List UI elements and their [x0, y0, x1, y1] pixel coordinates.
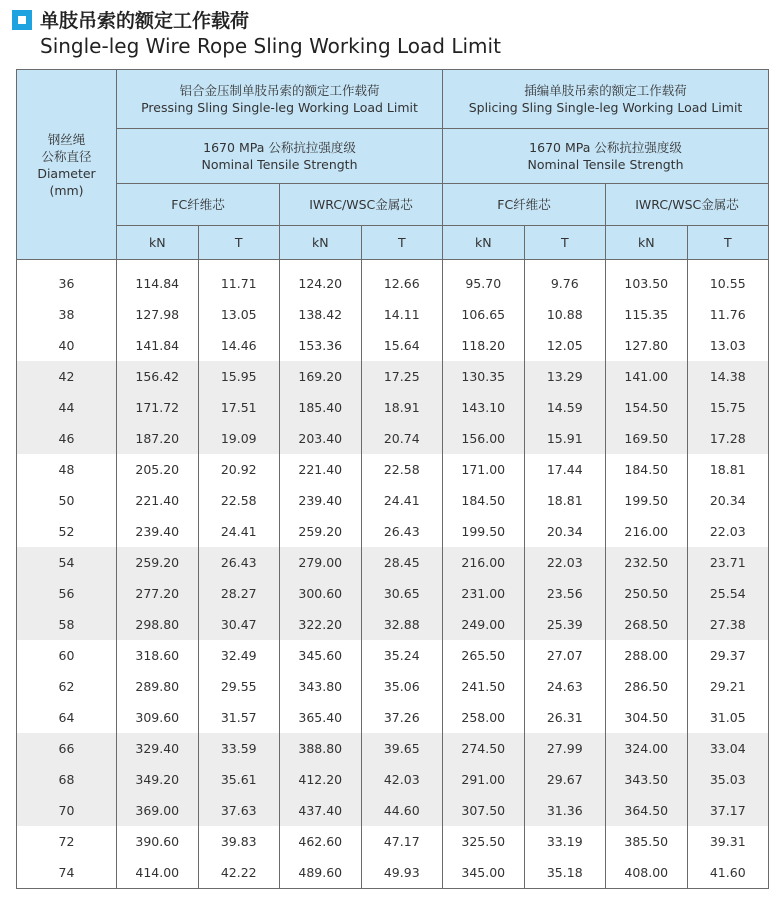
load-value-cell: 24.41 [198, 516, 280, 547]
load-value-cell: 20.34 [524, 516, 606, 547]
load-value-cell: 18.91 [361, 392, 443, 423]
load-value-cell: 33.19 [524, 826, 606, 857]
load-value-cell: 199.50 [443, 516, 525, 547]
table-row [17, 516, 769, 547]
diameter-cell: 38 [17, 299, 117, 330]
load-value-cell: 184.50 [606, 454, 688, 485]
load-value-cell: 37.17 [687, 795, 769, 826]
core-header: FC纤维芯 [117, 184, 280, 226]
table-row [17, 578, 769, 609]
load-value-cell: 345.00 [443, 857, 525, 889]
load-value-cell: 187.20 [117, 423, 199, 454]
load-value-cell: 29.67 [524, 764, 606, 795]
diameter-cell: 64 [17, 702, 117, 733]
load-value-cell: 277.20 [117, 578, 199, 609]
load-value-cell: 156.00 [443, 423, 525, 454]
strength-line: 1670 MPa 公称抗拉强度级 [203, 140, 356, 155]
table-row [17, 702, 769, 733]
load-value-cell: 42.03 [361, 764, 443, 795]
load-value-cell: 44.60 [361, 795, 443, 826]
load-value-cell: 239.40 [280, 485, 362, 516]
load-value-cell: 127.80 [606, 330, 688, 361]
load-value-cell: 345.60 [280, 640, 362, 671]
load-value-cell: 24.41 [361, 485, 443, 516]
diameter-cell: 74 [17, 857, 117, 889]
table-row [17, 547, 769, 578]
square-bullet-icon [12, 10, 32, 30]
load-value-cell: 22.03 [524, 547, 606, 578]
load-value-cell: 239.40 [117, 516, 199, 547]
load-value-cell: 32.49 [198, 640, 280, 671]
load-value-cell: 385.50 [606, 826, 688, 857]
load-value-cell: 13.29 [524, 361, 606, 392]
load-value-cell: 286.50 [606, 671, 688, 702]
load-value-cell: 343.80 [280, 671, 362, 702]
strength-line: Nominal Tensile Strength [527, 157, 684, 172]
load-value-cell: 462.60 [280, 826, 362, 857]
load-value-cell: 216.00 [443, 547, 525, 578]
load-value-cell: 13.03 [687, 330, 769, 361]
load-value-cell: 231.00 [443, 578, 525, 609]
load-value-cell: 103.50 [606, 260, 688, 300]
load-value-cell: 17.25 [361, 361, 443, 392]
table-row [17, 640, 769, 671]
load-value-cell: 20.34 [687, 485, 769, 516]
load-value-cell: 35.18 [524, 857, 606, 889]
load-value-cell: 199.50 [606, 485, 688, 516]
load-value-cell: 268.50 [606, 609, 688, 640]
table-row [17, 454, 769, 485]
group-header-en: Pressing Sling Single-leg Working Load Limit [141, 100, 418, 115]
load-value-cell: 18.81 [524, 485, 606, 516]
table-row [17, 361, 769, 392]
load-value-cell: 258.00 [443, 702, 525, 733]
load-value-cell: 39.83 [198, 826, 280, 857]
load-value-cell: 28.45 [361, 547, 443, 578]
load-value-cell: 33.59 [198, 733, 280, 764]
table-row [17, 260, 769, 300]
load-value-cell: 31.57 [198, 702, 280, 733]
table-row [17, 423, 769, 454]
load-value-cell: 127.98 [117, 299, 199, 330]
table-row [17, 609, 769, 640]
load-value-cell: 156.42 [117, 361, 199, 392]
load-value-cell: 241.50 [443, 671, 525, 702]
load-value-cell: 19.09 [198, 423, 280, 454]
strength-line: 1670 MPa 公称抗拉强度级 [529, 140, 682, 155]
load-value-cell: 20.92 [198, 454, 280, 485]
load-value-cell: 26.43 [361, 516, 443, 547]
diameter-cell: 44 [17, 392, 117, 423]
diameter-cell: 54 [17, 547, 117, 578]
core-header: IWRC/WSC金属芯 [606, 184, 769, 226]
title-chinese: 单肢吊索的额定工作载荷 [40, 10, 250, 32]
load-value-cell: 322.20 [280, 609, 362, 640]
load-value-cell: 9.76 [524, 260, 606, 300]
load-value-cell: 14.11 [361, 299, 443, 330]
load-value-cell: 143.10 [443, 392, 525, 423]
load-value-cell: 23.56 [524, 578, 606, 609]
load-value-cell: 27.38 [687, 609, 769, 640]
load-value-cell: 24.63 [524, 671, 606, 702]
load-value-cell: 31.36 [524, 795, 606, 826]
load-value-cell: 42.22 [198, 857, 280, 889]
load-value-cell: 39.65 [361, 733, 443, 764]
load-value-cell: 15.75 [687, 392, 769, 423]
load-value-cell: 437.40 [280, 795, 362, 826]
load-value-cell: 95.70 [443, 260, 525, 300]
load-value-cell: 26.43 [198, 547, 280, 578]
load-value-cell: 29.37 [687, 640, 769, 671]
load-value-cell: 349.20 [117, 764, 199, 795]
load-value-cell: 18.81 [687, 454, 769, 485]
strength-header [443, 129, 769, 184]
load-value-cell: 324.00 [606, 733, 688, 764]
diameter-cell: 68 [17, 764, 117, 795]
diameter-cell: 60 [17, 640, 117, 671]
core-header: FC纤维芯 [443, 184, 606, 226]
table-row [17, 733, 769, 764]
load-value-cell: 250.50 [606, 578, 688, 609]
load-value-cell: 32.88 [361, 609, 443, 640]
load-value-cell: 289.80 [117, 671, 199, 702]
load-value-cell: 17.28 [687, 423, 769, 454]
load-value-cell: 17.44 [524, 454, 606, 485]
load-value-cell: 171.00 [443, 454, 525, 485]
diameter-cell: 48 [17, 454, 117, 485]
load-value-cell: 154.50 [606, 392, 688, 423]
load-value-cell: 489.60 [280, 857, 362, 889]
load-value-cell: 169.20 [280, 361, 362, 392]
load-value-cell: 364.50 [606, 795, 688, 826]
load-value-cell: 37.26 [361, 702, 443, 733]
unit-header: T [687, 226, 769, 260]
group-header-pressing [117, 70, 443, 129]
load-value-cell: 130.35 [443, 361, 525, 392]
load-value-cell: 15.64 [361, 330, 443, 361]
load-value-cell: 408.00 [606, 857, 688, 889]
load-value-cell: 138.42 [280, 299, 362, 330]
load-value-cell: 304.50 [606, 702, 688, 733]
load-limit-table [16, 69, 769, 889]
load-value-cell: 10.88 [524, 299, 606, 330]
load-value-cell: 25.39 [524, 609, 606, 640]
diameter-cell: 62 [17, 671, 117, 702]
group-header-splicing [443, 70, 769, 129]
group-header-en: Splicing Sling Single-leg Working Load Limit [468, 100, 743, 115]
load-value-cell: 288.00 [606, 640, 688, 671]
diameter-cell: 40 [17, 330, 117, 361]
diameter-cell: 46 [17, 423, 117, 454]
load-value-cell: 153.36 [280, 330, 362, 361]
load-value-cell: 203.40 [280, 423, 362, 454]
load-value-cell: 365.40 [280, 702, 362, 733]
load-value-cell: 41.60 [687, 857, 769, 889]
load-value-cell: 22.58 [361, 454, 443, 485]
load-value-cell: 35.06 [361, 671, 443, 702]
load-value-cell: 22.58 [198, 485, 280, 516]
load-value-cell: 369.00 [117, 795, 199, 826]
table-body [17, 260, 769, 889]
load-value-cell: 28.27 [198, 578, 280, 609]
page-header [12, 4, 772, 64]
load-value-cell: 184.50 [443, 485, 525, 516]
strength-line: Nominal Tensile Strength [201, 157, 358, 172]
table-row [17, 857, 769, 889]
unit-header: T [524, 226, 606, 260]
load-value-cell: 27.99 [524, 733, 606, 764]
load-value-cell: 216.00 [606, 516, 688, 547]
table-row [17, 485, 769, 516]
load-value-cell: 169.50 [606, 423, 688, 454]
load-value-cell: 14.46 [198, 330, 280, 361]
load-value-cell: 114.84 [117, 260, 199, 300]
load-value-cell: 124.20 [280, 260, 362, 300]
table-row [17, 299, 769, 330]
load-value-cell: 35.03 [687, 764, 769, 795]
load-value-cell: 13.05 [198, 299, 280, 330]
load-value-cell: 37.63 [198, 795, 280, 826]
load-value-cell: 20.74 [361, 423, 443, 454]
unit-header: kN [117, 226, 199, 260]
load-value-cell: 35.24 [361, 640, 443, 671]
diameter-header [17, 70, 117, 260]
load-value-cell: 318.60 [117, 640, 199, 671]
load-value-cell: 12.66 [361, 260, 443, 300]
load-value-cell: 14.59 [524, 392, 606, 423]
strength-header [117, 129, 443, 184]
load-value-cell: 23.71 [687, 547, 769, 578]
load-value-cell: 30.47 [198, 609, 280, 640]
table-row [17, 826, 769, 857]
load-value-cell: 14.38 [687, 361, 769, 392]
group-header-cn: 插编单肢吊索的额定工作载荷 [524, 83, 687, 98]
load-value-cell: 26.31 [524, 702, 606, 733]
unit-header: T [361, 226, 443, 260]
table-row [17, 330, 769, 361]
table-row [17, 671, 769, 702]
load-value-cell: 249.00 [443, 609, 525, 640]
diameter-cell: 66 [17, 733, 117, 764]
load-value-cell: 325.50 [443, 826, 525, 857]
load-value-cell: 221.40 [117, 485, 199, 516]
diameter-cell: 52 [17, 516, 117, 547]
load-value-cell: 29.21 [687, 671, 769, 702]
load-value-cell: 33.04 [687, 733, 769, 764]
load-value-cell: 343.50 [606, 764, 688, 795]
diameter-cell: 56 [17, 578, 117, 609]
load-value-cell: 274.50 [443, 733, 525, 764]
load-value-cell: 298.80 [117, 609, 199, 640]
diameter-cell: 42 [17, 361, 117, 392]
load-limit-table-container [16, 69, 768, 889]
load-value-cell: 141.00 [606, 361, 688, 392]
load-value-cell: 11.76 [687, 299, 769, 330]
load-value-cell: 11.71 [198, 260, 280, 300]
load-value-cell: 232.50 [606, 547, 688, 578]
load-value-cell: 106.65 [443, 299, 525, 330]
diameter-header-line: 公称直径 [41, 148, 92, 164]
load-value-cell: 414.00 [117, 857, 199, 889]
load-value-cell: 259.20 [280, 516, 362, 547]
diameter-header-line: Diameter [37, 165, 96, 181]
unit-header: kN [443, 226, 525, 260]
load-value-cell: 221.40 [280, 454, 362, 485]
load-value-cell: 35.61 [198, 764, 280, 795]
load-value-cell: 300.60 [280, 578, 362, 609]
load-value-cell: 185.40 [280, 392, 362, 423]
load-value-cell: 141.84 [117, 330, 199, 361]
load-value-cell: 49.93 [361, 857, 443, 889]
load-value-cell: 17.51 [198, 392, 280, 423]
load-value-cell: 10.55 [687, 260, 769, 300]
table-row [17, 392, 769, 423]
load-value-cell: 205.20 [117, 454, 199, 485]
load-value-cell: 309.60 [117, 702, 199, 733]
load-value-cell: 279.00 [280, 547, 362, 578]
load-value-cell: 12.05 [524, 330, 606, 361]
group-header-cn: 铝合金压制单肢吊索的额定工作载荷 [179, 83, 380, 98]
load-value-cell: 22.03 [687, 516, 769, 547]
load-value-cell: 30.65 [361, 578, 443, 609]
load-value-cell: 307.50 [443, 795, 525, 826]
diameter-header-line: 钢丝绳 [47, 131, 86, 147]
unit-header: T [198, 226, 280, 260]
diameter-cell: 58 [17, 609, 117, 640]
diameter-header-line: (mm) [49, 182, 84, 198]
unit-header: kN [606, 226, 688, 260]
load-value-cell: 15.91 [524, 423, 606, 454]
load-value-cell: 29.55 [198, 671, 280, 702]
load-value-cell: 329.40 [117, 733, 199, 764]
unit-header: kN [280, 226, 362, 260]
load-value-cell: 390.60 [117, 826, 199, 857]
diameter-cell: 72 [17, 826, 117, 857]
load-value-cell: 171.72 [117, 392, 199, 423]
load-value-cell: 115.35 [606, 299, 688, 330]
diameter-cell: 36 [17, 260, 117, 300]
load-value-cell: 27.07 [524, 640, 606, 671]
load-value-cell: 31.05 [687, 702, 769, 733]
load-value-cell: 291.00 [443, 764, 525, 795]
load-value-cell: 412.20 [280, 764, 362, 795]
load-value-cell: 47.17 [361, 826, 443, 857]
load-value-cell: 259.20 [117, 547, 199, 578]
core-header: IWRC/WSC金属芯 [280, 184, 443, 226]
diameter-cell: 70 [17, 795, 117, 826]
table-row [17, 795, 769, 826]
table-row [17, 764, 769, 795]
diameter-cell: 50 [17, 485, 117, 516]
load-value-cell: 25.54 [687, 578, 769, 609]
title-english: Single-leg Wire Rope Sling Working Load Limit [40, 34, 501, 58]
load-value-cell: 39.31 [687, 826, 769, 857]
load-value-cell: 265.50 [443, 640, 525, 671]
load-value-cell: 118.20 [443, 330, 525, 361]
load-value-cell: 388.80 [280, 733, 362, 764]
load-value-cell: 15.95 [198, 361, 280, 392]
